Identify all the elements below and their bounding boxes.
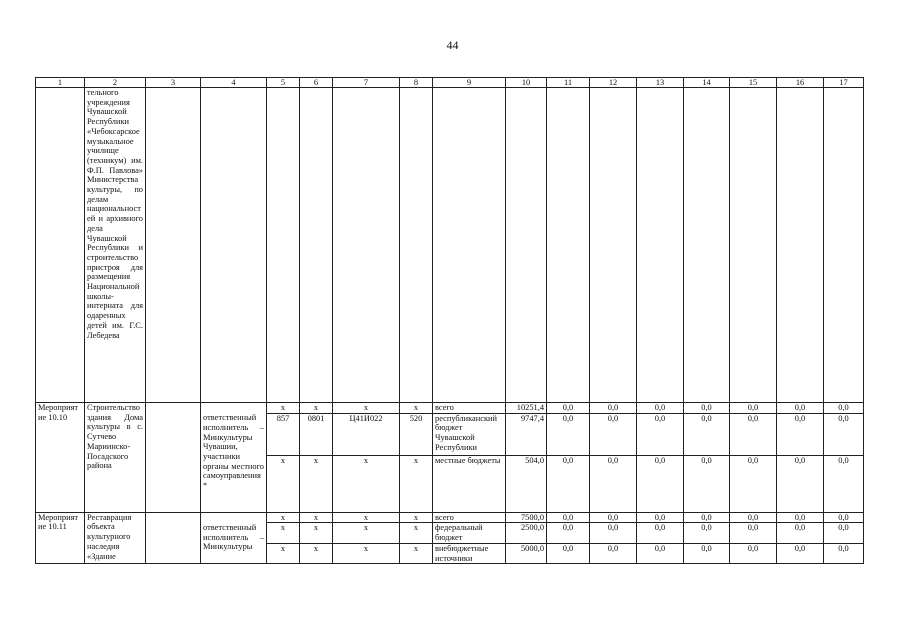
value-cell: 9747,4 bbox=[506, 413, 547, 455]
value-cell: 0,0 bbox=[590, 403, 637, 414]
cell: x bbox=[267, 455, 300, 512]
event-id: Мероприятие 10.11 bbox=[36, 512, 85, 564]
cell: x bbox=[300, 523, 333, 543]
value-cell: 0,0 bbox=[824, 512, 864, 523]
source-cell: всего bbox=[433, 512, 506, 523]
cell: x bbox=[300, 455, 333, 512]
value-cell: 0,0 bbox=[547, 512, 590, 523]
value-cell: 0,0 bbox=[777, 512, 824, 523]
header-cell: 17 bbox=[824, 78, 864, 88]
value-cell: 0,0 bbox=[637, 455, 684, 512]
event-description: Реставрация объекта культурного наследия «Здание bbox=[85, 512, 146, 564]
cell: x bbox=[400, 543, 433, 563]
responsible-executor: ответственный исполнитель – Минкультуры bbox=[201, 523, 267, 564]
value-cell: 0,0 bbox=[637, 543, 684, 563]
cell: x bbox=[267, 403, 300, 414]
source-cell: местные бюджеты bbox=[433, 455, 506, 512]
value-cell: 0,0 bbox=[684, 455, 730, 512]
cell: 520 bbox=[400, 413, 433, 455]
source-cell: республиканский бюджет Чувашской Республики bbox=[433, 413, 506, 455]
continuation-row bbox=[36, 88, 864, 403]
header-cell: 5 bbox=[267, 78, 300, 88]
cell bbox=[547, 88, 590, 403]
cell bbox=[36, 88, 85, 403]
value-cell: 0,0 bbox=[777, 403, 824, 414]
header-cell: 3 bbox=[146, 78, 201, 88]
value-cell: 0,0 bbox=[777, 543, 824, 563]
cell: x bbox=[333, 523, 400, 543]
event-id: Мероприятие 10.10 bbox=[36, 403, 85, 513]
cell bbox=[637, 88, 684, 403]
cell: x bbox=[333, 512, 400, 523]
cell bbox=[300, 88, 333, 403]
cell: 857 bbox=[267, 413, 300, 455]
cell: x bbox=[400, 403, 433, 414]
value-cell: 0,0 bbox=[637, 403, 684, 414]
value-cell: 504,0 bbox=[506, 455, 547, 512]
value-cell: 0,0 bbox=[590, 543, 637, 563]
cell: x bbox=[267, 523, 300, 543]
cell bbox=[201, 88, 267, 403]
value-cell: 0,0 bbox=[730, 523, 777, 543]
cell bbox=[201, 512, 267, 523]
value-cell: 0,0 bbox=[637, 512, 684, 523]
header-cell: 11 bbox=[547, 78, 590, 88]
value-cell: 0,0 bbox=[777, 413, 824, 455]
header-cell: 9 bbox=[433, 78, 506, 88]
cell: x bbox=[267, 512, 300, 523]
header-cell: 10 bbox=[506, 78, 547, 88]
value-cell: 0,0 bbox=[730, 455, 777, 512]
table-row bbox=[36, 403, 864, 414]
value-cell: 0,0 bbox=[547, 455, 590, 512]
event-description: Строительство здания Дома культуры в с. Сутчево Мариинско-Посадского района bbox=[85, 403, 146, 513]
value-cell: 0,0 bbox=[684, 413, 730, 455]
header-cell: 2 bbox=[85, 78, 146, 88]
cell: x bbox=[400, 512, 433, 523]
header-cell: 7 bbox=[333, 78, 400, 88]
value-cell: 0,0 bbox=[684, 543, 730, 563]
cell bbox=[146, 88, 201, 403]
cell bbox=[777, 88, 824, 403]
value-cell: 0,0 bbox=[590, 455, 637, 512]
source-cell: федеральный бюджет bbox=[433, 523, 506, 543]
header-cell: 1 bbox=[36, 78, 85, 88]
value-cell: 0,0 bbox=[590, 413, 637, 455]
value-cell: 7500,0 bbox=[506, 512, 547, 523]
header-row bbox=[36, 78, 864, 88]
source-cell: всего bbox=[433, 403, 506, 414]
cell bbox=[146, 403, 201, 513]
cell: x bbox=[333, 455, 400, 512]
header-cell: 13 bbox=[637, 78, 684, 88]
cell: x bbox=[267, 543, 300, 563]
value-cell: 0,0 bbox=[684, 512, 730, 523]
cell bbox=[146, 512, 201, 564]
value-cell: 0,0 bbox=[547, 403, 590, 414]
cell: x bbox=[400, 523, 433, 543]
cell: x bbox=[333, 543, 400, 563]
value-cell: 0,0 bbox=[590, 523, 637, 543]
cell: 0801 bbox=[300, 413, 333, 455]
responsible-executor: ответственный исполнитель – Минкультуры Чувашии, участники органы местного самоуправления* bbox=[201, 413, 267, 512]
value-cell: 0,0 bbox=[730, 403, 777, 414]
header-cell: 15 bbox=[730, 78, 777, 88]
value-cell: 0,0 bbox=[547, 543, 590, 563]
value-cell: 0,0 bbox=[824, 413, 864, 455]
cell bbox=[590, 88, 637, 403]
cell bbox=[730, 88, 777, 403]
cell: x bbox=[300, 512, 333, 523]
value-cell: 0,0 bbox=[590, 512, 637, 523]
value-cell: 0,0 bbox=[730, 413, 777, 455]
value-cell: 0,0 bbox=[824, 543, 864, 563]
value-cell: 0,0 bbox=[730, 512, 777, 523]
header-cell: 6 bbox=[300, 78, 333, 88]
continuation-text: тельного учреждения Чувашской Республики «Чебоксарское музыкальное училище (техникум) им. Ф.П. Павлова» Министерства культуры, по делам национальностей и архивного дела Чувашской Республики и строительство пристроя для размещения Национальной школы-интерната для одаренных детей им. Г.С. Лебедева bbox=[85, 88, 146, 403]
value-cell: 10251,4 bbox=[506, 403, 547, 414]
value-cell: 0,0 bbox=[777, 455, 824, 512]
value-cell: 2500,0 bbox=[506, 523, 547, 543]
value-cell: 0,0 bbox=[547, 523, 590, 543]
header-cell: 12 bbox=[590, 78, 637, 88]
cell: x bbox=[300, 403, 333, 414]
budget-table bbox=[35, 77, 864, 564]
header-cell: 16 bbox=[777, 78, 824, 88]
value-cell: 0,0 bbox=[684, 523, 730, 543]
source-cell: внебюджетные источники bbox=[433, 543, 506, 563]
value-cell: 0,0 bbox=[824, 403, 864, 414]
cell bbox=[824, 88, 864, 403]
value-cell: 0,0 bbox=[637, 523, 684, 543]
page-number: 44 bbox=[446, 38, 459, 52]
value-cell: 0,0 bbox=[824, 455, 864, 512]
value-cell: 0,0 bbox=[547, 413, 590, 455]
value-cell: 0,0 bbox=[824, 523, 864, 543]
cell bbox=[684, 88, 730, 403]
header-cell: 8 bbox=[400, 78, 433, 88]
table-row bbox=[36, 512, 864, 523]
cell: x bbox=[333, 403, 400, 414]
cell: x bbox=[300, 543, 333, 563]
value-cell: 0,0 bbox=[777, 523, 824, 543]
cell bbox=[506, 88, 547, 403]
cell bbox=[400, 88, 433, 403]
cell bbox=[267, 88, 300, 403]
cell: x bbox=[400, 455, 433, 512]
cell bbox=[201, 403, 267, 414]
cell bbox=[333, 88, 400, 403]
cell bbox=[433, 88, 506, 403]
header-cell: 14 bbox=[684, 78, 730, 88]
header-cell: 4 bbox=[201, 78, 267, 88]
cell: Ц41И022 bbox=[333, 413, 400, 455]
value-cell: 5000,0 bbox=[506, 543, 547, 563]
value-cell: 0,0 bbox=[637, 413, 684, 455]
value-cell: 0,0 bbox=[684, 403, 730, 414]
value-cell: 0,0 bbox=[730, 543, 777, 563]
